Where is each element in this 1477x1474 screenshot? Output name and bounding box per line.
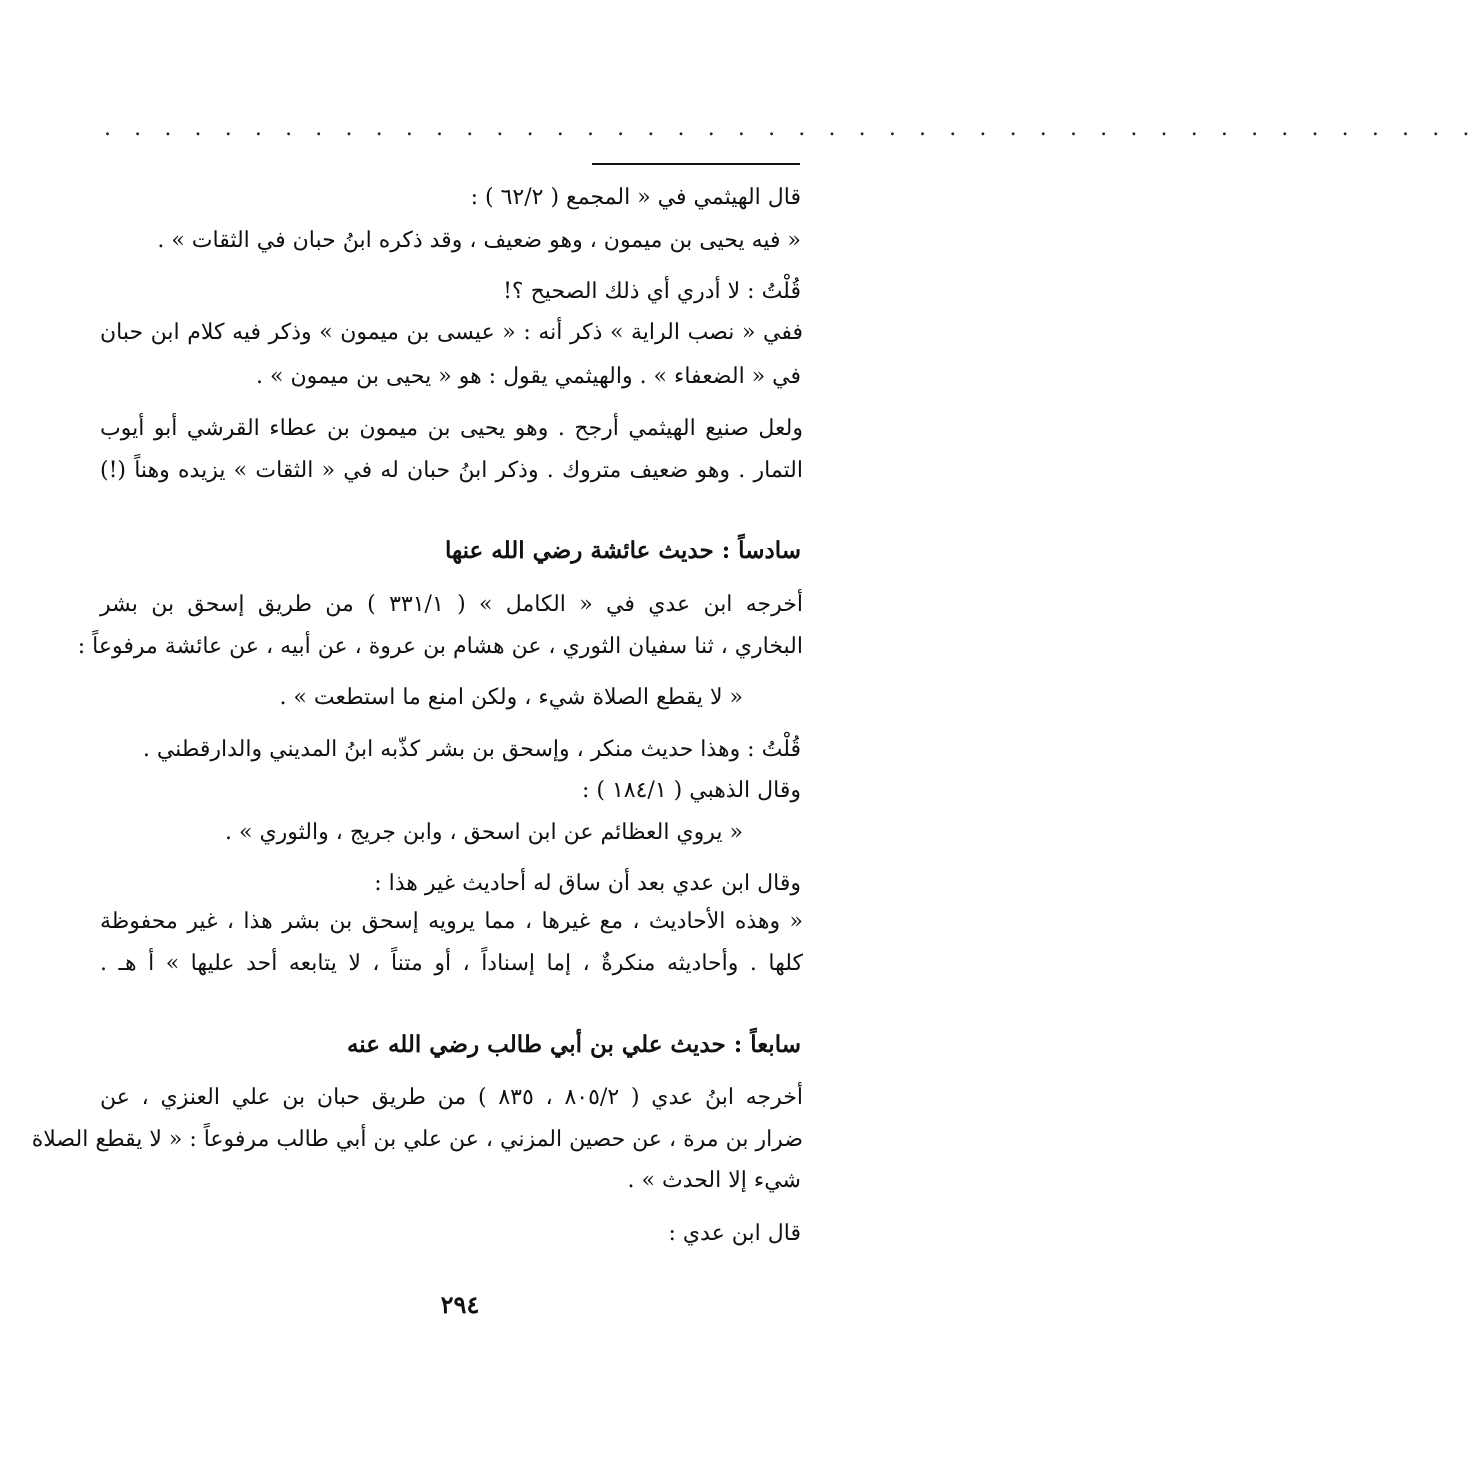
text-line: وقال الذهبي ( ١٨٤/١ ) : [581, 778, 801, 803]
text-line: في « الضعفاء » . والهيثمي يقول : هو « يحيى بن ميمون » . [256, 364, 801, 389]
text-line: أخرجه ابن عدي في « الكامل » ( ٣٣١/١ ) من طريق إسحق بن بشر [100, 592, 803, 617]
text-line: قُلْتُ : لا أدري أي ذلك الصحيح ؟! [503, 279, 801, 304]
section-heading: سادساً : حديث عائشة رضي الله عنها [444, 537, 801, 564]
footnote-rule [592, 163, 800, 165]
hadith-quote: « لا يقطع الصلاة شيء ، ولكن امنع ما استطعت » . [279, 685, 743, 710]
text-line: ففي « نصب الراية » ذكر أنه : « عيسى بن ميمون » وذكر فيه كلام ابن حبان [100, 320, 803, 345]
page-number: ٢٩٤ [440, 1290, 480, 1319]
text-line: أخرجه ابنُ عدي ( ٨٠٥/٢ ، ٨٣٥ ) من طريق حبان بن علي العنزي ، عن [100, 1085, 803, 1110]
quote-line: كلها . وأحاديثه منكرةٌ ، إما إسناداً ، أو متناً ، لا يتابعه أحد عليها » أ هـ . [100, 951, 803, 976]
dotted-separator: . . . . . . . . . . . . . . . . . . . . . . . . . . . . . . . . . . . . . . . . . . . . . . [104, 116, 1477, 141]
text-line: « فيه يحيى بن ميمون ، وهو ضعيف ، وقد ذكره ابنُ حبان في الثقات » . [157, 228, 801, 253]
quote-line: « وهذه الأحاديث ، مع غيرها ، مما يرويه إسحق بن بشر هذا ، غير محفوظة [100, 909, 803, 934]
text-line: قُلْتُ : وهذا حديث منكر ، وإسحق بن بشر كذّبه ابنُ المديني والدارقطني . [142, 737, 801, 762]
text-line: ضرار بن مرة ، عن حصين المزني ، عن علي بن أبي طالب مرفوعاً : « لا يقطع الصلاة [31, 1127, 803, 1152]
text-line: البخاري ، ثنا سفيان الثوري ، عن هشام بن عروة ، عن أبيه ، عن عائشة مرفوعاً : [77, 634, 803, 659]
text-line: قال الهيثمي في « المجمع ( ٦٢/٢ ) : [470, 185, 801, 210]
quote-line: « يروي العظائم عن ابن اسحق ، وابن جريج ، والثوري » . [225, 820, 743, 845]
text-line: ولعل صنيع الهيثمي أرجح . وهو يحيى بن ميمون بن عطاء القرشي أبو أيوب [100, 416, 803, 441]
text-line: شيء إلا الحدث » . [627, 1168, 801, 1193]
text-line: التمار . وهو ضعيف متروك . وذكر ابنُ حبان له في « الثقات » يزيده وهناً (!) [100, 458, 803, 483]
section-heading: سابعاً : حديث علي بن أبي طالب رضي الله عنه [346, 1031, 801, 1058]
text-line: وقال ابن عدي بعد أن ساق له أحاديث غير هذا : [374, 871, 801, 896]
text-line: قال ابن عدي : [668, 1221, 801, 1246]
